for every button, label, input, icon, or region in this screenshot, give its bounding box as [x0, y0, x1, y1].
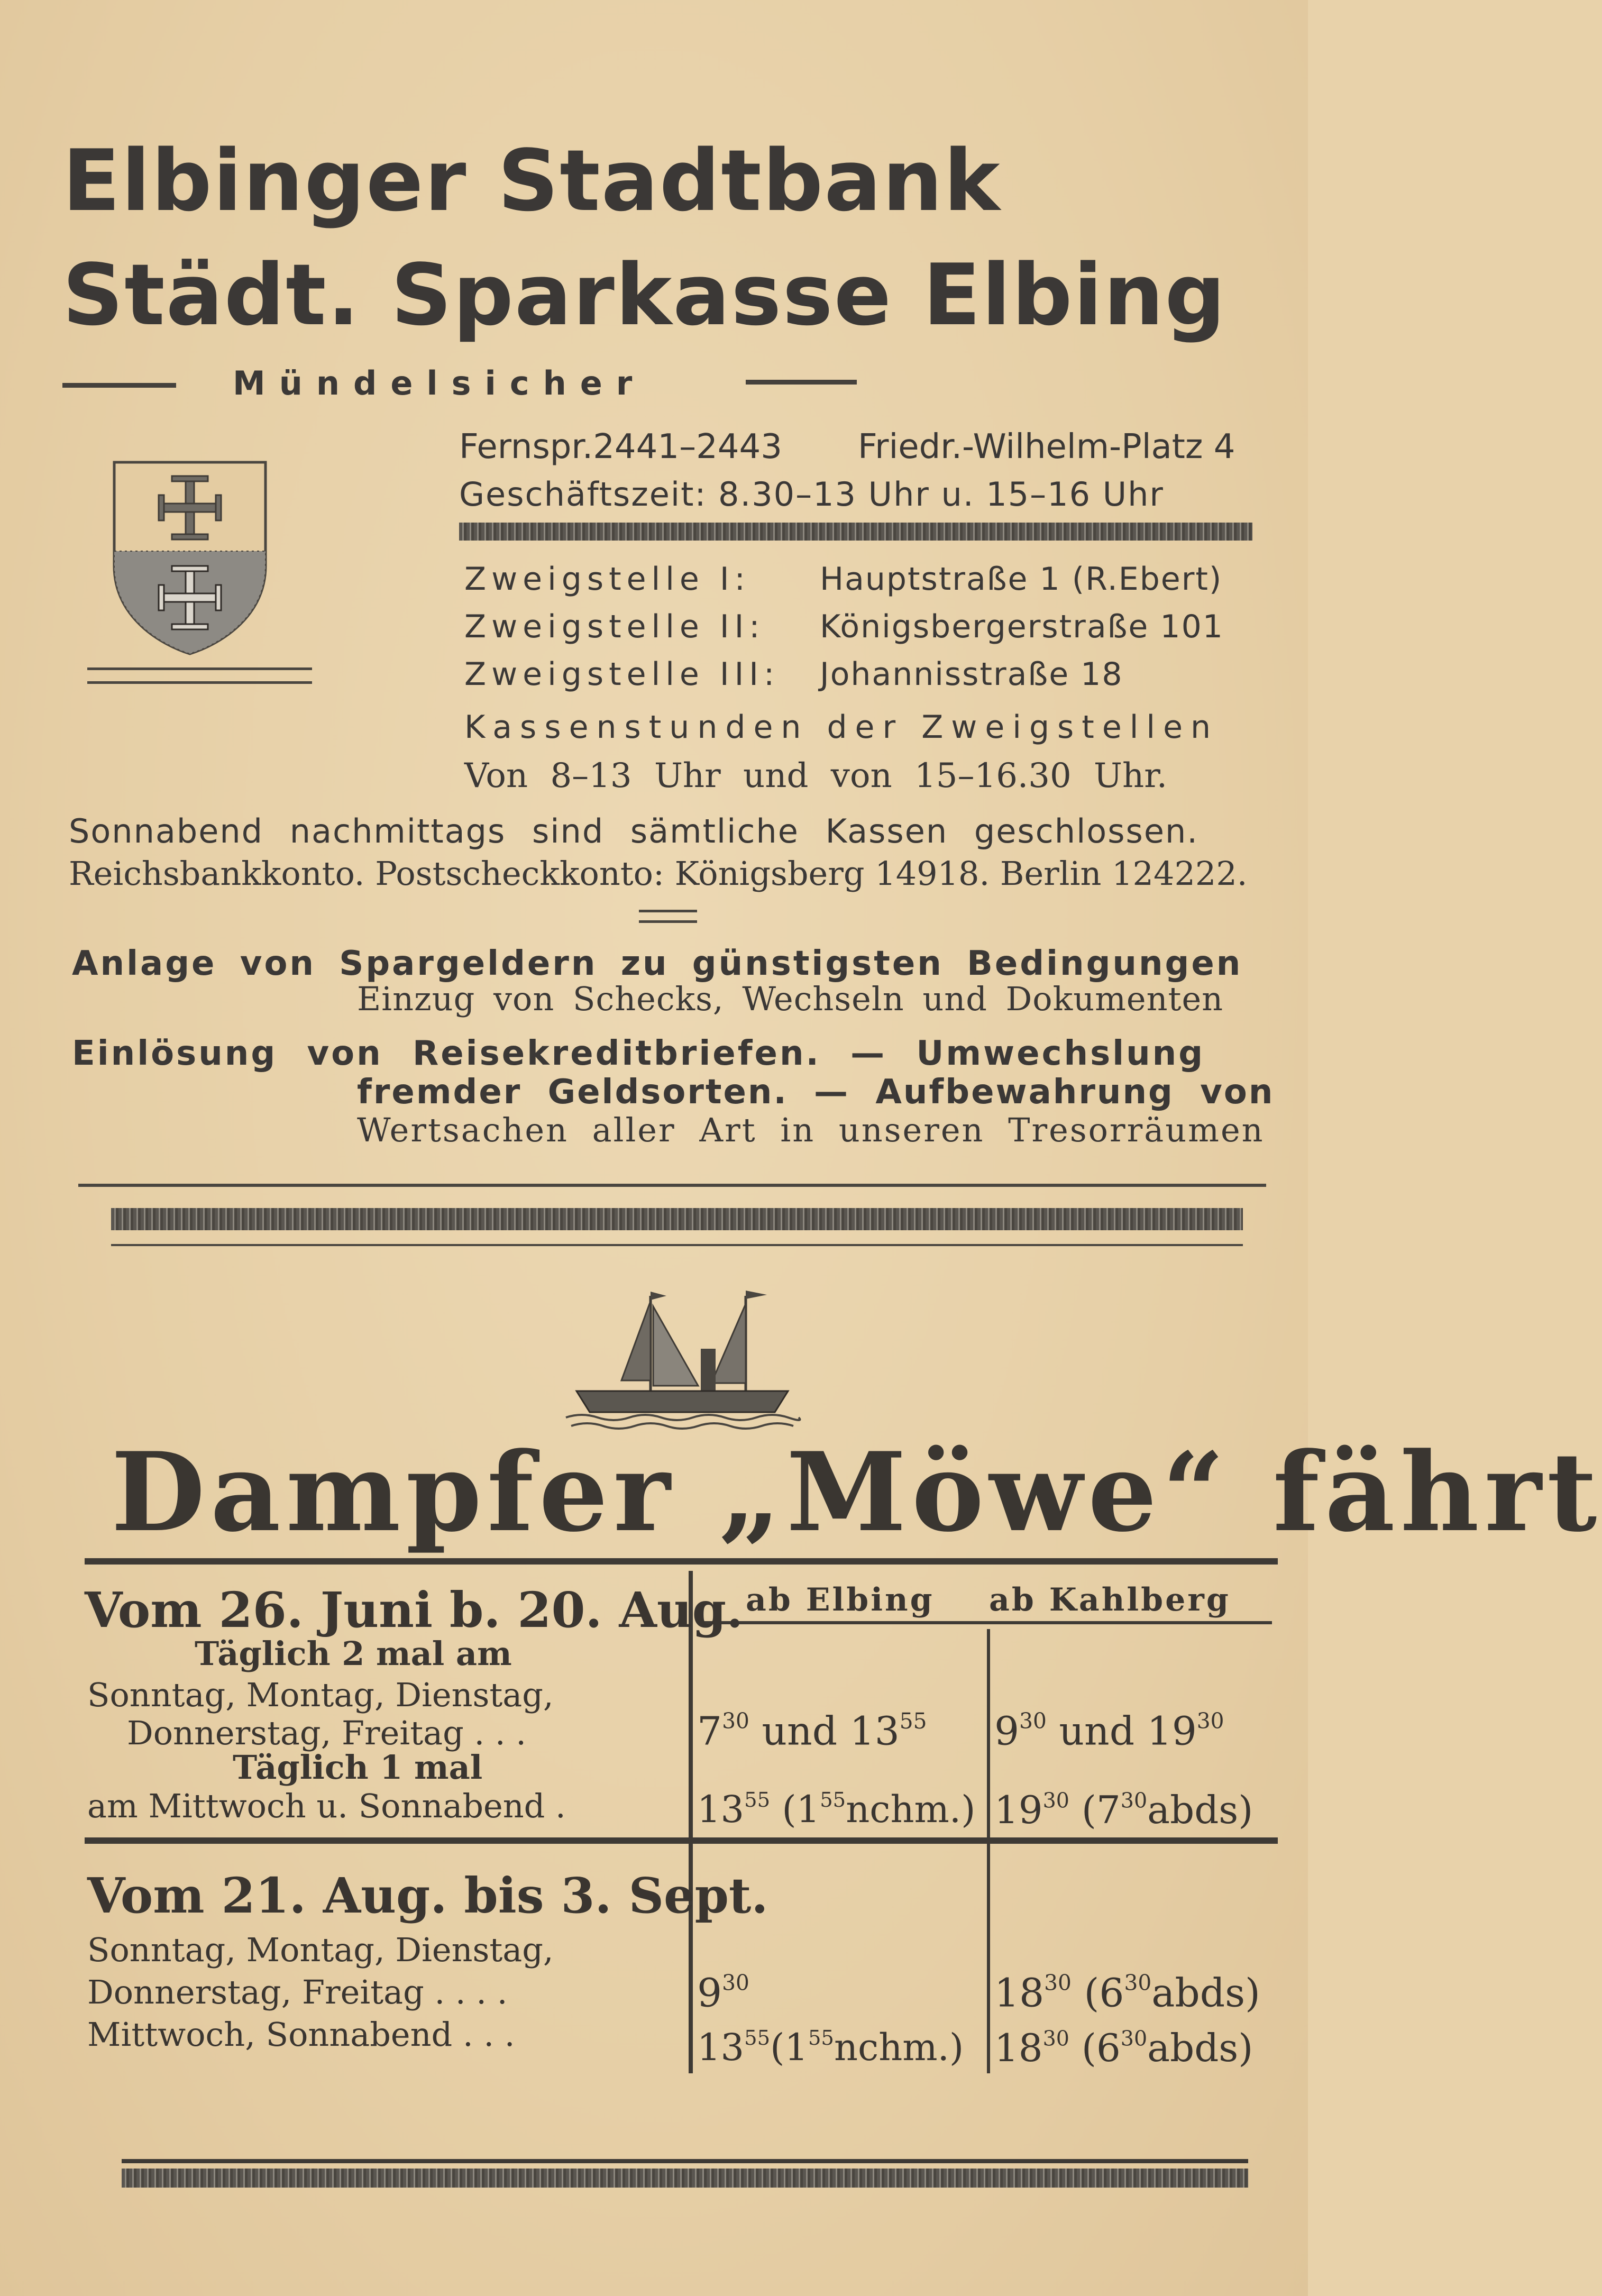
branch-3-address: Johannisstraße 18	[820, 656, 1123, 693]
branch-1-address: Hauptstraße 1 (R.Ebert)	[820, 561, 1223, 598]
branch-hours: Von 8–13 Uhr und von 15–16.30 Uhr.	[464, 756, 1168, 795]
service-collection: Einzug von Schecks, Wechseln und Dokumenten	[357, 980, 1224, 1018]
coat-of-arms-icon	[111, 460, 270, 656]
bank-accounts: Reichsbankkonto. Postscheckkonto: Königsberg 14918. Berlin 124222.	[69, 854, 1248, 893]
period1-line-once-daily: Täglich 1 mal	[233, 1748, 483, 1787]
branch-2-address: Königsbergerstraße 101	[820, 608, 1224, 645]
service-safekeeping: Wertsachen aller Art in unseren Tresorräumen	[357, 1111, 1265, 1149]
section-rule-bottom	[111, 1244, 1243, 1246]
table-bottom-rule	[122, 2159, 1248, 2163]
table-divider-stations	[987, 1629, 990, 2073]
double-rule-bottom	[639, 920, 697, 923]
subtitle: Mündelsicher	[233, 364, 646, 403]
table-divider-main	[689, 1571, 693, 2073]
service-travel-credit: Einlösung von Reisekreditbriefen. — Umwechslung	[72, 1034, 1205, 1073]
period1-line-twice-daily: Täglich 2 mal am	[195, 1634, 512, 1673]
period2-line-days-b: Donnerstag, Freitag . . . .	[87, 1973, 508, 2011]
period2-heading: Vom 21. Aug. bis 3. Sept.	[87, 1867, 768, 1924]
bank-title-line2: Städt. Sparkasse Elbing	[62, 245, 1226, 344]
branch-hours-title: Kassenstunden der Zweigstellen	[464, 709, 1219, 746]
period2-kahlberg-time-1: $18^{30}$ $(6^{30}abds)$	[994, 1970, 1260, 2016]
period1-heading: Vom 26. Juni b. 20. Aug.	[85, 1581, 744, 1639]
table-header-rule	[703, 1621, 1272, 1624]
bank-title-line1: Elbinger Stadtbank	[62, 131, 1001, 230]
arms-rule-bottom	[87, 681, 312, 684]
double-rule-top	[639, 910, 697, 912]
table-bottom-bar	[122, 2169, 1248, 2188]
period1-line-days-a: Sonntag, Montag, Dienstag,	[87, 1676, 554, 1714]
section-rule-top	[78, 1184, 1266, 1187]
table-middle-border	[85, 1837, 1278, 1844]
bank-address: Friedr.-Wilhelm-Platz 4	[858, 427, 1235, 466]
period1-line-days-c: am Mittwoch u. Sonnabend .	[87, 1787, 566, 1825]
saturday-note: Sonnabend nachmittags sind sämtliche Kassen geschlossen.	[69, 812, 1198, 850]
period2-line-days-c: Mittwoch, Sonnabend . . .	[87, 2015, 515, 2054]
period1-line-days-b: Donnerstag, Freitag . . .	[127, 1714, 527, 1752]
branch-2-label: Zweigstelle II:	[464, 608, 765, 645]
branch-1-label: Zweigstelle I:	[464, 561, 750, 598]
service-savings: Anlage von Spargeldern zu günstigsten Bedingungen	[72, 944, 1243, 983]
period2-line-days-a: Sonntag, Montag, Dienstag,	[87, 1931, 554, 1969]
period1-kahlberg-time-2: $19^{30}$ $(7^{30}abds)$	[994, 1788, 1253, 1832]
business-hours: Geschäftszeit: 8.30–13 Uhr u. 15–16 Uhr	[459, 475, 1164, 514]
steamship-icon	[566, 1285, 799, 1433]
arms-rule-top	[87, 667, 312, 670]
column-header-kahlberg: ab Kahlberg	[989, 1581, 1231, 1618]
column-header-elbing: ab Elbing	[746, 1581, 935, 1618]
branch-3-label: Zweigstelle III:	[464, 656, 780, 693]
period1-elbing-time-2: $13^{55}$ $(1^{55}nchm.)$	[697, 1788, 976, 1831]
period2-kahlberg-time-2: $18^{30}$ $(6^{30}abds)$	[994, 2026, 1253, 2070]
period2-elbing-time-1: $9^{30}$	[697, 1970, 749, 2016]
separator-bar-hours	[459, 523, 1252, 541]
subtitle-rule-left	[62, 383, 176, 388]
steamer-title: Dampfer „Möwe“ fährt	[111, 1429, 1602, 1556]
section-bar	[111, 1208, 1243, 1230]
subtitle-rule-right	[746, 380, 857, 385]
period1-kahlberg-time-1: $9^{30}$ und $19^{30}$	[994, 1708, 1224, 1754]
phone-number: Fernspr.2441–2443	[459, 427, 782, 466]
table-top-border	[85, 1558, 1278, 1565]
period2-elbing-time-2: $13^{55}(1^{55}nchm.)$	[697, 2026, 964, 2069]
service-currency: fremder Geldsorten. — Aufbewahrung von	[357, 1073, 1275, 1112]
period1-elbing-time-1: $7^{30}$ und $13^{55}$	[697, 1708, 927, 1754]
